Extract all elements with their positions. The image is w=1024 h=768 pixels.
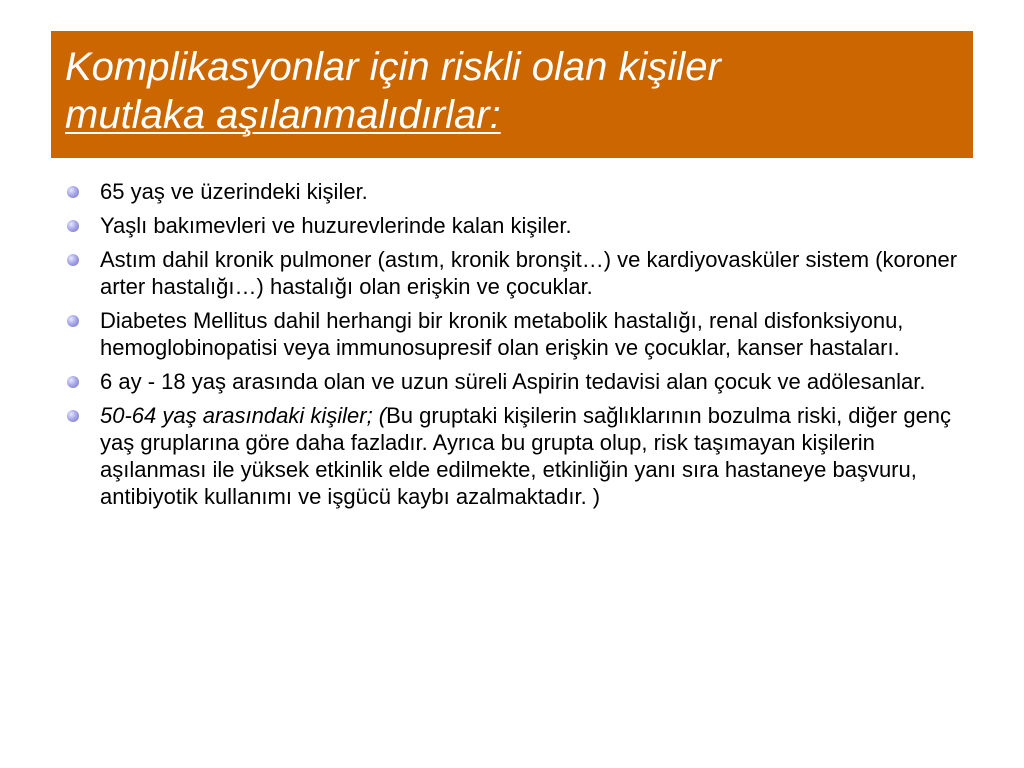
list-item — [64, 178, 964, 205]
bullet-icon — [67, 254, 79, 266]
bullet-text: Bu gruptaki kişilerin sağlıklarının bozulma riski, diğer genç yaş gruplarına göre daha fazladır. Ayrıca bu grupta olup, risk taşımayan kişilerin aşılanması ile yüksek etkinlik elde edilmekte, etkinliğin yanı sıra hastaneye başvuru, antibiyotik kullanımı ve işgücü kaybı azalmaktadır. ) — [100, 403, 952, 509]
bullet-icon — [67, 220, 79, 232]
bullet-icon — [67, 315, 79, 327]
bullet-list — [64, 178, 964, 517]
title-line-1: Komplikasyonlar için riskli olan kişiler — [65, 45, 721, 89]
bullet-italic-lead: 50-64 yaş arasındaki kişiler; ( — [100, 403, 387, 428]
bullet-icon — [67, 410, 79, 422]
bullet-text: 6 ay - 18 yaş arasında olan ve uzun süreli Aspirin tedavisi alan çocuk ve adölesanlar. — [100, 369, 926, 394]
bullet-text: Diabetes Mellitus dahil herhangi bir kronik metabolik hastalığı, renal disfonksiyonu, hemoglobinopatisi veya immunosupresif olan erişkin ve çocuklar, kanser hastaları. — [100, 308, 904, 360]
list-item — [64, 307, 964, 361]
title-line-2: mutlaka aşılanmalıdırlar: — [65, 93, 501, 137]
bullet-text: Yaşlı bakımevleri ve huzurevlerinde kalan kişiler. — [100, 213, 572, 238]
title-banner — [51, 31, 973, 158]
bullet-text: 65 yaş ve üzerindeki kişiler. — [100, 179, 368, 204]
bullet-text: Astım dahil kronik pulmoner (astım, kronik bronşit…) ve kardiyovasküler sistem (koroner arter hastalığı…) hastalığı olan erişkin ve çocuklar. — [100, 247, 958, 299]
bullet-icon — [67, 376, 79, 388]
list-item — [64, 402, 964, 510]
list-item — [64, 368, 964, 395]
bullet-icon — [67, 186, 79, 198]
list-item — [64, 246, 964, 300]
list-item — [64, 212, 964, 239]
